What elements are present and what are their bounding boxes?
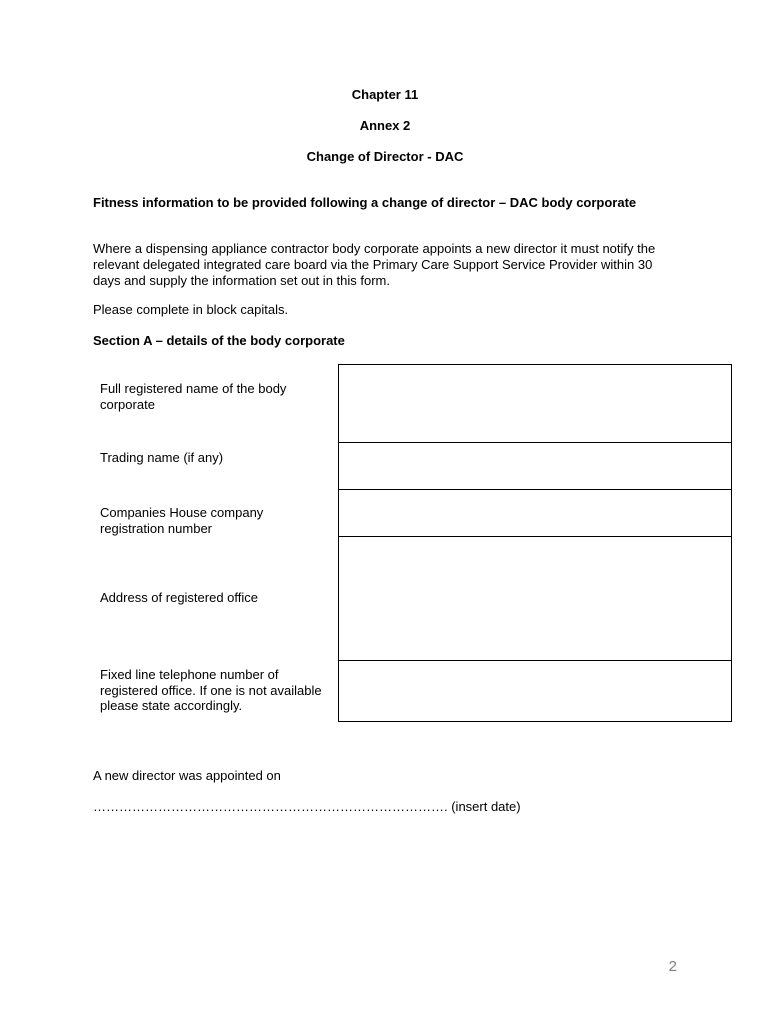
field-label-registered-office-address: Address of registered office	[100, 590, 259, 605]
registered-name-field[interactable]	[338, 364, 732, 443]
telephone-number-field[interactable]	[338, 660, 732, 722]
chapter-heading: Chapter 11	[351, 87, 419, 102]
section-a-heading: Section A – details of the body corporate	[93, 333, 345, 348]
block-capitals-instruction: Please complete in block capitals.	[93, 302, 289, 317]
page-number: 2	[668, 958, 677, 975]
field-label-registration-number: Companies House company registration number	[100, 505, 264, 536]
trading-name-field[interactable]	[338, 442, 732, 490]
document-title: Change of Director - DAC	[306, 149, 464, 164]
field-label-telephone-number: Fixed line telephone number of registered office. If one is not available please state accordingly.	[100, 667, 322, 713]
appointment-date-line[interactable]: ………………………………………………………………………. (insert date)	[93, 799, 521, 814]
registered-office-address-field[interactable]	[338, 536, 732, 661]
registration-number-field[interactable]	[338, 489, 732, 537]
field-label-registered-name: Full registered name of the body corporate	[100, 381, 287, 412]
field-label-trading-name: Trading name (if any)	[100, 450, 224, 465]
annex-heading: Annex 2	[359, 118, 411, 133]
intro-heading: Fitness information to be provided following a change of director – DAC body corporate	[93, 195, 637, 210]
appointment-statement: A new director was appointed on	[93, 768, 281, 783]
intro-body: Where a dispensing appliance contractor body corporate appoints a new director it must notify the relevant delegated integrated care board via the Primary Care Support Service Provider within 30 days and supply the information set out in this form.	[93, 241, 656, 288]
